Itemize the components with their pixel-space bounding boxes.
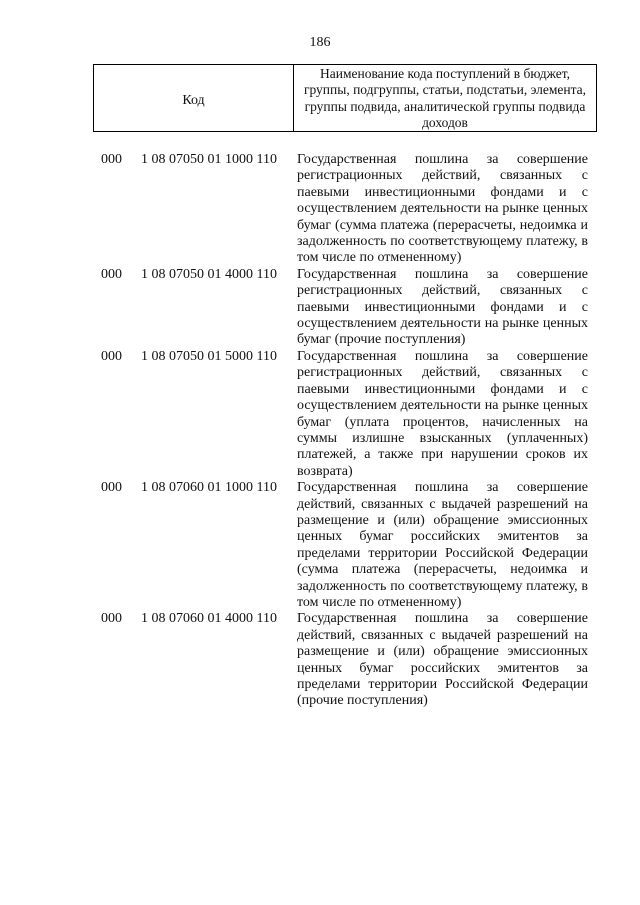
row-budget-code: 1 08 07050 01 1000 110 (141, 152, 277, 167)
row-budget-code: 1 08 07060 01 1000 110 (141, 480, 277, 496)
row-admin-code: 000 (101, 480, 122, 496)
row-budget-code: 1 08 07050 01 4000 110 (141, 266, 277, 282)
table-header (93, 64, 597, 132)
row-admin-code: 000 (101, 266, 122, 282)
table-row (0, 267, 640, 349)
table-row (0, 480, 640, 611)
row-description: Государственная пошлина за совершение регистрационных действий, связанных с паевыми инвестиционными фондами и с осуществлением деятельности на рынке ценных бумаг (сумма платежа (перерасчеты, недоимка и задолженность по соответствующему платежу, в том числе по отмененному) (297, 152, 588, 266)
row-description: Государственная пошлина за совершение действий, связанных с выдачей разрешений на размещение и (или) обращение эмиссионных ценных бумаг российских эмитентов за пределами территории Российской Федерации (прочие поступления) (297, 611, 588, 709)
header-code-label: Код (94, 65, 294, 131)
row-admin-code: 000 (101, 348, 122, 364)
page-number: 186 (309, 35, 331, 50)
table-row (0, 152, 640, 267)
table-row (0, 349, 640, 480)
row-description: Государственная пошлина за совершение регистрационных действий, связанных с паевыми инвестиционными фондами и с осуществлением деятельности на рынке ценных бумаг (уплата процентов, начисленных на суммы излишне взысканных (уплаченных) платежей, а также при нарушении сроков их возврата) (297, 348, 588, 479)
row-budget-code: 1 08 07050 01 5000 110 (141, 348, 277, 364)
row-budget-code: 1 08 07060 01 4000 110 (141, 611, 277, 627)
row-admin-code: 000 (101, 152, 122, 167)
row-description: Государственная пошлина за совершение регистрационных действий, связанных с паевыми инвестиционными фондами и с осуществлением деятельности на рынке ценных бумаг (прочие поступления) (297, 266, 588, 348)
table-body (0, 152, 640, 710)
header-name-label: Наименование кода поступлений в бюджет, группы, подгруппы, статьи, подстатьи, элемента, группы подвида, аналитической группы подвида доходов (303, 66, 587, 131)
row-description: Государственная пошлина за совершение действий, связанных с выдачей разрешений на размещение и (или) обращение эмиссионных ценных бумаг российских эмитентов за пределами территории Российской Федерации (сумма платежа (перерасчеты, недоимка и задолженность по соответствующему платежу, в том числе по отмененному) (297, 480, 588, 610)
table-row (0, 611, 640, 709)
row-admin-code: 000 (101, 611, 122, 627)
